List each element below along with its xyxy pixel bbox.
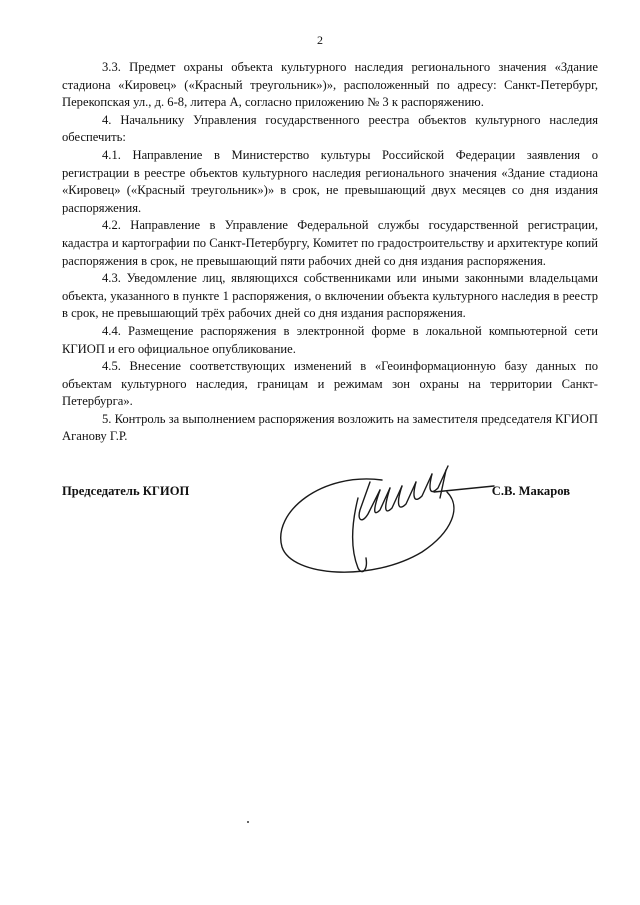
handwritten-signature (262, 452, 502, 584)
paragraph-5: 5. Контроль за выполнением распоряжения возложить на заместителя председателя КГИОП Аганову Г.Р. (62, 411, 598, 444)
document-body (62, 59, 598, 446)
page-number: 2 (317, 33, 323, 47)
paragraph-4-3: 4.3. Уведомление лиц, являющихся собственниками или иными законными владельцами объекта, указанного в пункте 1 распоряжения, о включении объекта культурного наследия в реестр в срок, не превышающий трёх рабочих дней со дня издания распоряжения. (62, 271, 598, 321)
paragraph-3-3: 3.3. Предмет охраны объекта культурного наследия регионального значения «Здание стадиона «Кировец» («Красный треугольник»)», расположенный по адресу: Санкт-Петербург, Перекопская ул., д. 6-8, литера А, согласно приложению № 3 к распоряжению. (62, 60, 598, 110)
paragraph-4-5: 4.5. Внесение соответствующих изменений в «Геоинформационную базу данных по объектам культурного наследия, границам и режимам зон охраны на территории Санкт-Петербурга». (62, 359, 598, 409)
scan-speck (247, 821, 249, 823)
signatory-name: С.В. Макаров (491, 484, 570, 498)
paragraph-4: 4. Начальнику Управления государственного реестра объектов культурного наследия обеспечить: (62, 112, 598, 145)
signatory-title: Председатель КГИОП (62, 484, 190, 498)
paragraph-4-2: 4.2. Направление в Управление Федеральной службы государственной регистрации, кадастра и картографии по Санкт-Петербургу, Комитет по градостроительству и архитектуре копий распоряжения в срок, не превышающий пяти рабочих дней со дня издания распоряжения. (62, 218, 598, 268)
paragraph-4-1: 4.1. Направление в Министерство культуры Российской Федерации заявления о регистрации в реестре объектов культурного наследия регионального значения «Здание стадиона «Кировец» («Красный треугольник»)» в срок, не превышающий двух месяцев со дня издания распоряжения. (62, 147, 598, 215)
paragraph-4-4: 4.4. Размещение распоряжения в электронной форме в локальной компьютерной сети КГИОП и его официальное опубликование. (62, 323, 598, 356)
